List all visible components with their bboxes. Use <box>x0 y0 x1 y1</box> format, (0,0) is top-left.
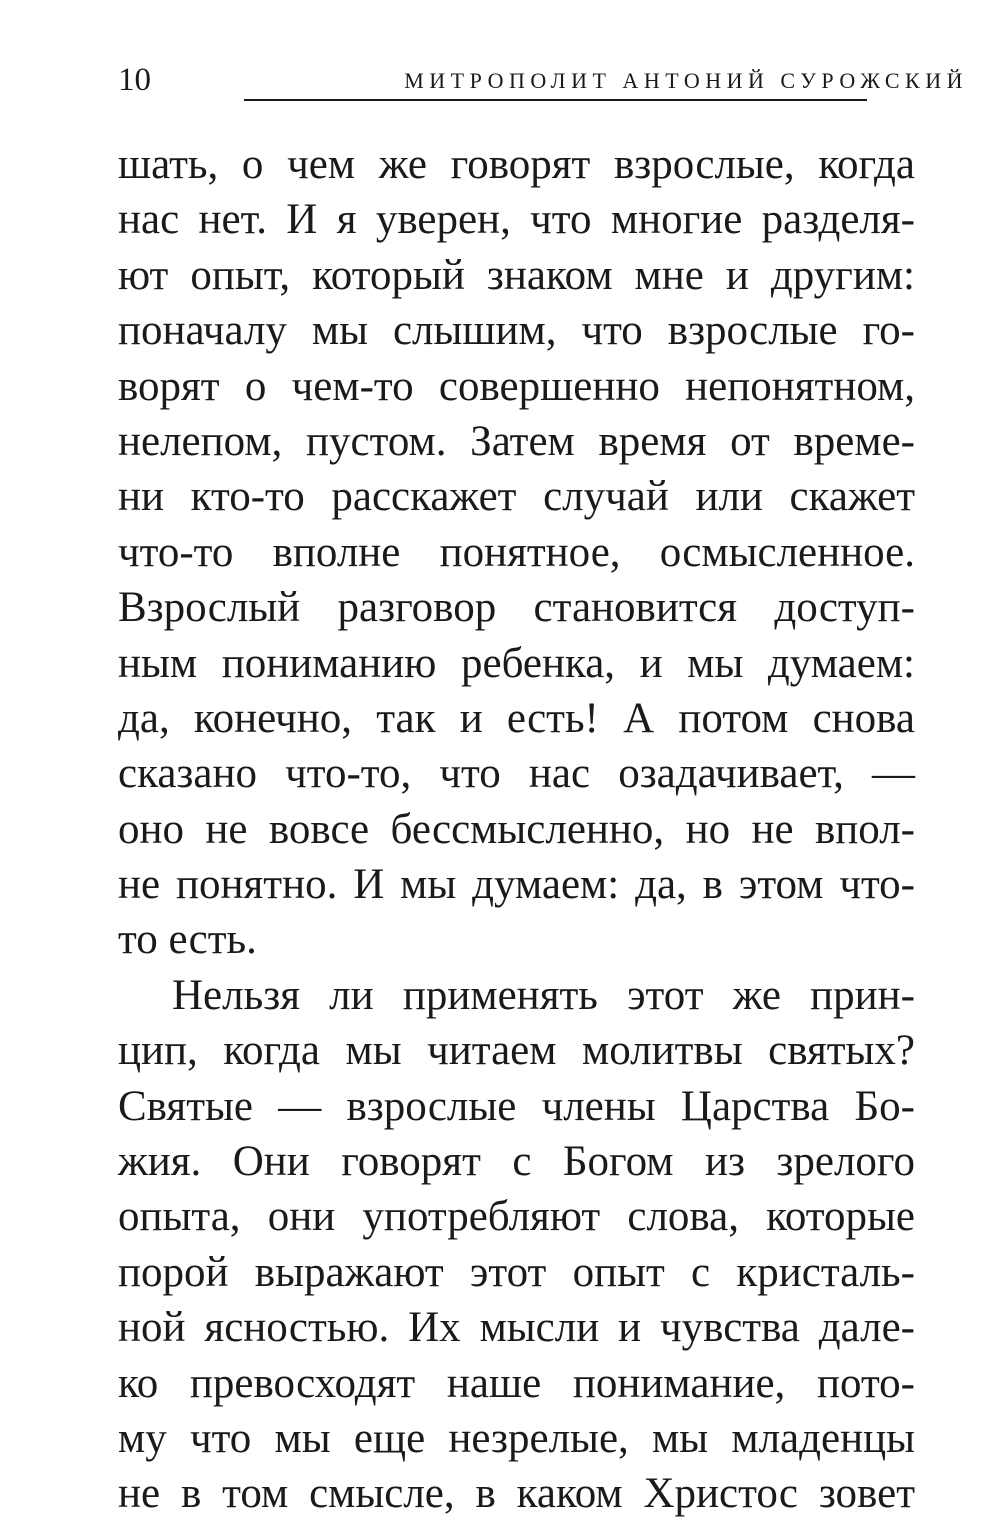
header-rule <box>244 99 867 101</box>
running-head: МИТРОПОЛИТ АНТОНИЙ СУРОЖСКИЙ <box>404 68 968 93</box>
text-body <box>118 137 915 1522</box>
text-line: Святые — взрослые члены Царства Бо- <box>118 1082 915 1130</box>
text-line: цип, когда мы читаем молитвы святых? <box>118 1027 915 1075</box>
text-line: нас нет. И я уверен, что многие разделя- <box>118 196 915 244</box>
text-line: поначалу мы слышим, что взрослые го- <box>118 307 915 355</box>
text-line: Нельзя ли применять этот же прин- <box>172 971 915 1019</box>
text-line: ют опыт, который знаком мне и другим: <box>118 251 915 299</box>
text-line: сказано что-то, что нас озадачивает, — <box>118 750 915 798</box>
text-line: опыта, они употребляют слова, которые <box>118 1193 915 1241</box>
text-line: ни кто-то расскажет случай или скажет <box>118 473 915 521</box>
text-line: жия. Они говорят с Богом из зрелого <box>118 1138 915 1186</box>
text-line: не в том смысле, в каком Христос зовет <box>118 1470 915 1518</box>
text-line: что-то вполне понятное, осмысленное. <box>118 528 915 576</box>
text-line: не понятно. И мы думаем: да, в этом что- <box>118 861 915 909</box>
text-line: ворят о чем-то совершенно непонятном, <box>118 362 915 410</box>
text-line: му что мы еще незрелые, мы младенцы <box>118 1414 915 1462</box>
text-line: да, конечно, так и есть! А потом снова <box>118 694 915 742</box>
text-line: ным пониманию ребенка, и мы думаем: <box>118 639 915 687</box>
text-line: оно не вовсе бессмысленно, но не впол- <box>118 805 915 853</box>
text-line: шать, о чем же говорят взрослые, когда <box>118 141 915 188</box>
page-number: 10 <box>118 62 151 98</box>
paragraph-1 <box>118 137 915 968</box>
page-header <box>118 62 968 102</box>
text-line: ной ясностью. Их мысли и чувства дале- <box>118 1304 915 1352</box>
text-line: то есть. <box>118 916 257 964</box>
text-line: Взрослый разговор становится доступ- <box>118 584 915 632</box>
text-line: нелепом, пустом. Затем время от време- <box>118 417 915 465</box>
paragraph-2 <box>118 968 915 1522</box>
text-line: порой выражают этот опыт с кристаль- <box>118 1248 915 1296</box>
text-line: ко превосходят наше понимание, пото- <box>118 1359 915 1407</box>
